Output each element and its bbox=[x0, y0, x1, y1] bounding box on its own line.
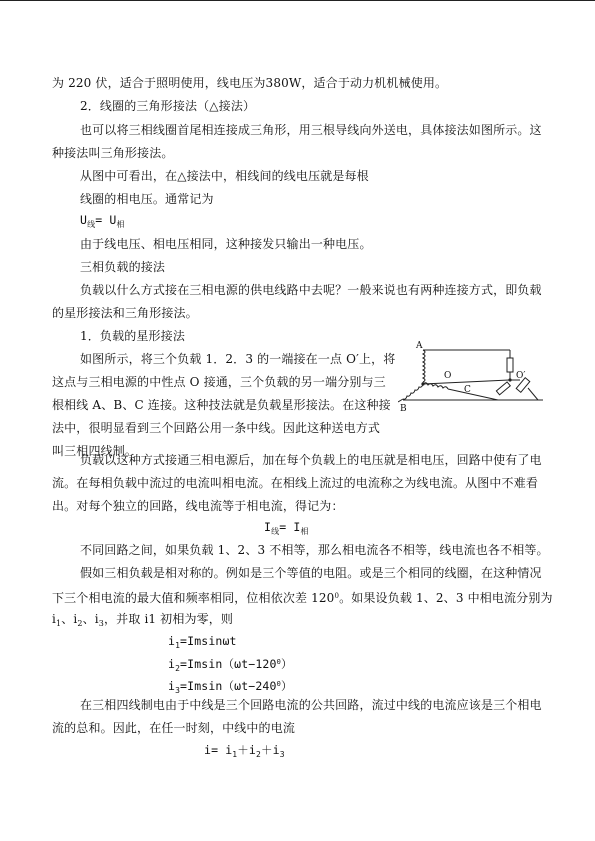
formula-subscript: 线 bbox=[271, 527, 280, 536]
text-run: ） bbox=[280, 657, 293, 671]
text-run: 下三个相电流的最大值和频率相同，位相依次差 120 bbox=[52, 591, 335, 605]
equation-i3 bbox=[168, 676, 293, 699]
wire-c bbox=[448, 389, 498, 400]
text-line: 流的总和。因此，在任一时刻，中线中的电流 bbox=[52, 721, 296, 735]
formula-line-current bbox=[264, 519, 309, 540]
text-run: 。如果设负载 1、2、3 中相电流分别为 bbox=[339, 591, 553, 605]
text-line: 如图所示，将三个负载 1．2．3 的一端接在一点 O′上，将 bbox=[80, 352, 396, 366]
load-2 bbox=[496, 382, 510, 395]
text-run: 、i bbox=[61, 612, 78, 626]
text-run: ） bbox=[280, 679, 293, 693]
formula-symbol: = I bbox=[279, 520, 301, 534]
formula-symbol: U bbox=[80, 213, 88, 227]
text-run: ，并取 i1 初相为零，则 bbox=[104, 612, 234, 626]
text-run: i bbox=[168, 657, 176, 671]
wire-load3-down bbox=[528, 388, 538, 400]
text-line: 叫三相四线制。 bbox=[52, 444, 138, 458]
text-line: 出。对每个独立的回路，线电流等于相电流，得记为： bbox=[52, 499, 344, 513]
text-line: 种接法叫三角形接法。 bbox=[52, 146, 174, 160]
formula-symbol: I bbox=[264, 520, 272, 534]
subscript: 1 bbox=[56, 619, 62, 628]
page-top-rule bbox=[0, 0, 595, 1]
subscript: 3 bbox=[175, 686, 181, 695]
text-line bbox=[52, 611, 233, 632]
node-o bbox=[421, 382, 424, 385]
text-run: i bbox=[168, 679, 176, 693]
formula-subscript: 相 bbox=[116, 220, 125, 229]
text-run: =Imsin（ωt−240 bbox=[180, 679, 277, 693]
degree-superscript: 0 bbox=[276, 658, 281, 666]
label-o2: O′ bbox=[516, 371, 526, 381]
text-line: 这点与三相电源的中性点 O 接通，三个负载的另一端分别与三 bbox=[52, 375, 386, 389]
label-c: C bbox=[464, 385, 471, 395]
coil-b bbox=[403, 384, 423, 399]
formula-subscript: 相 bbox=[300, 527, 309, 536]
text-line bbox=[52, 588, 553, 606]
wire-b bbox=[398, 399, 403, 402]
coil-a bbox=[423, 350, 425, 382]
subscript: 2 bbox=[77, 619, 83, 628]
text-run: =Imsinωt bbox=[180, 634, 237, 648]
neutral-line bbox=[423, 380, 510, 384]
load-1 bbox=[507, 358, 513, 372]
text-line: 的星形接法和三角形接法。 bbox=[52, 306, 198, 320]
equation-neutral-current bbox=[204, 742, 285, 763]
text-line: 负载以这种方式接通三相电源后，加在每个负载上的电压就是相电压，回路中使有了电 bbox=[80, 453, 542, 467]
equation-i2 bbox=[168, 654, 293, 677]
section-heading: 2．线圈的三角形接法（△接法） bbox=[80, 99, 256, 113]
text-line: 也可以将三相线圈首尾相连接成三角形，用三根导线向外送电，具体接法如图所示。这 bbox=[80, 123, 542, 137]
section-heading: 三相负载的接法 bbox=[80, 260, 166, 274]
text-run: i bbox=[52, 612, 56, 626]
formula-symbol: = U bbox=[95, 213, 117, 227]
text-run: ＋i bbox=[237, 743, 256, 757]
label-a: A bbox=[416, 341, 423, 351]
subscript: 1 bbox=[232, 750, 238, 759]
text-line: 假如三相负载是相对称的。例如是三个等值的电阻。或是三个相同的线圈，在这种情况 bbox=[80, 566, 542, 580]
formula-subscript: 线 bbox=[87, 220, 96, 229]
text-run: i bbox=[168, 634, 176, 648]
subscript: 1 bbox=[175, 641, 181, 650]
formula-line-voltage bbox=[80, 212, 125, 233]
text-line: 流。在每相负载中流过的电流叫相电流。在相线上流过的电流称之为线电流。从图中不难看 bbox=[52, 476, 539, 490]
subscript: 2 bbox=[175, 664, 181, 673]
text-line: 法中，很明显看到三个回路公用一条中线。因此这种送电方式 bbox=[52, 421, 381, 435]
degree-superscript: 0 bbox=[334, 592, 340, 600]
star-connection-diagram bbox=[398, 336, 558, 416]
text-line: 为 220 伏，适合于照明使用，线电压为380W，适合于动力机机械使用。 bbox=[52, 76, 448, 90]
subscript: 3 bbox=[279, 750, 285, 759]
subscript: 3 bbox=[98, 619, 105, 628]
text-run: =Imsin（ωt−120 bbox=[180, 657, 277, 671]
text-run: 、i bbox=[82, 612, 99, 626]
subscript: 2 bbox=[256, 750, 261, 759]
text-line: 由于线电压、相电压相同，这种接发只输出一种电压。 bbox=[80, 237, 372, 251]
equation-i1 bbox=[168, 633, 237, 654]
text-line: 不同回路之间，如果负载 1、2、3 不相等，那么相电流各不相等，线电流也各不相等。 bbox=[80, 543, 549, 557]
text-run: i= i bbox=[204, 743, 233, 757]
text-line: 线圈的相电压。通常记为 bbox=[80, 192, 214, 206]
degree-superscript: 0 bbox=[276, 680, 281, 688]
label-b: B bbox=[400, 404, 407, 414]
text-run: ＋i bbox=[260, 743, 280, 757]
node-o2 bbox=[508, 378, 511, 381]
section-heading: 1．负载的星形接法 bbox=[80, 329, 185, 343]
label-o: O bbox=[444, 371, 452, 381]
text-line: 在三相四线制电由于中线是三个回路电流的公共回路，流过中线的电流应该是三个相电 bbox=[80, 698, 542, 712]
text-line: 负载以什么方式接在三相电源的供电线路中去呢？一般来说也有两种连接方式，即负载 bbox=[80, 283, 542, 297]
text-line: 根相线 A、B、C 连接。这种技法就是负载星形接法。在这种接 bbox=[52, 398, 391, 412]
text-line: 从图中可看出，在△接法中，相线间的线电压就是每根 bbox=[80, 169, 369, 183]
